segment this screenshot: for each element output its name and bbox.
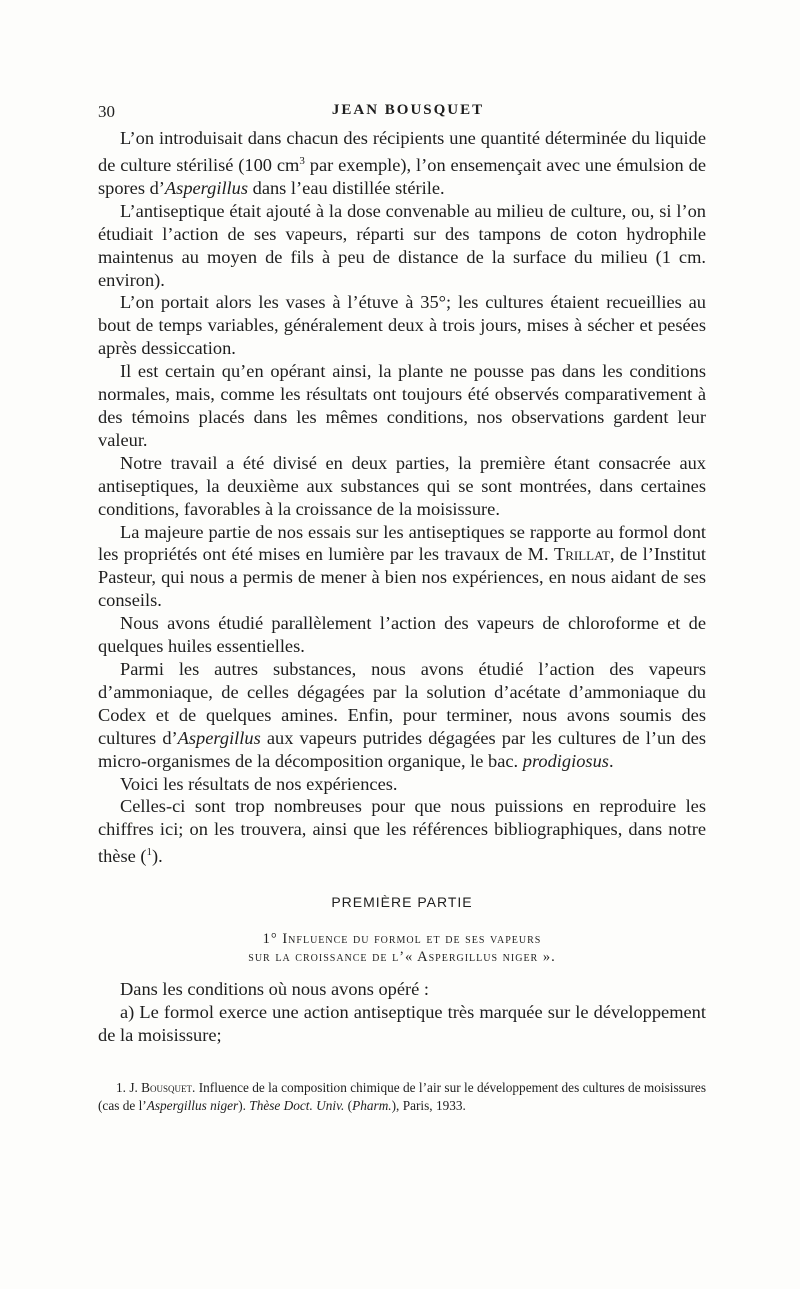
list-item-text: Le formol exerce une action antiseptique très marquée sur le développement de la moisissure;	[98, 1002, 706, 1046]
text: Parmi les autres substances, nous avons étudié l’action des vapeurs d’ammoniaque, de celles dégagées par la solution d’acétate d’ammoniaque du Codex et de quelques amines. Enfin, pour terminer, nous avons soumis des cultures d’	[98, 658, 706, 748]
italic-term: Aspergillus	[177, 727, 261, 748]
italic-term: Aspergillus niger	[146, 1098, 239, 1113]
text: ), Paris, 1933.	[391, 1098, 466, 1113]
text: L’on introduisait dans chacun des récipients une quantité déterminée du liquide de culture stérilisé (100 cm	[98, 128, 706, 176]
person-name: Trillat	[553, 544, 610, 565]
list-item	[98, 1001, 706, 1047]
paragraph: L’antiseptique était ajouté à la dose convenable au milieu de culture, ou, si l’on étudiait l’action de ses vapeurs, réparti sur des tampons de coton hydrophile maintenus au moyen de fils à peu de distance de la surface du milieu (1 cm. environ).	[98, 200, 706, 290]
superscript: 3	[299, 154, 305, 167]
text: (	[344, 1098, 353, 1113]
text: par exemple), l’on ensemençait avec une émulsion de spores d’	[98, 155, 707, 198]
footnote-marker: 1. J.	[116, 1080, 142, 1095]
italic-term: Thèse Doct. Univ.	[249, 1098, 345, 1113]
subheading-line: sur la croissance de l’« Aspergillus niger ».	[248, 949, 556, 966]
body-text	[98, 127, 706, 1047]
italic-term: Pharm.	[352, 1098, 392, 1113]
subheading-line: 1° Influence du formol et de ses vapeurs	[262, 931, 542, 948]
paragraph	[98, 127, 706, 200]
paragraph: Dans les conditions où nous avons opéré :	[120, 979, 430, 1000]
list-marker: a)	[120, 1002, 135, 1023]
text: ).	[152, 846, 163, 867]
text: . Influence de la composition chimique de l’air sur le développement des cultures de moisissures (cas de l’	[98, 1080, 706, 1113]
paragraph	[98, 658, 706, 773]
paragraph: Voici les résultats de nos expériences.	[120, 773, 398, 794]
text: dans l’eau distillée stérile.	[248, 177, 445, 198]
italic-term: Aspergillus	[164, 177, 249, 198]
footnote-author: Bousquet	[141, 1080, 193, 1095]
text: Celles-ci sont trop nombreuses pour que nous puissions en reproduire les chiffres ici; on les trouvera, ainsi que les références bibliographiques, dans notre thèse (	[98, 796, 706, 867]
paragraph	[98, 521, 706, 613]
text: ).	[238, 1098, 250, 1113]
section-heading: PREMIÈRE PARTIE	[331, 894, 473, 911]
text: aux vapeurs putrides dégagées par les cultures de l’un des micro-organismes de la décomposition organique, le bac.	[98, 727, 706, 771]
paragraph: L’on portait alors les vases à l’étuve à 35°; les cultures étaient recueillies au bout de temps variables, généralement deux à trois jours, mises à sécher et pesées après dessiccation.	[98, 292, 706, 359]
paragraph: Notre travail a été divisé en deux parties, la première étant consacrée aux antiseptiques, la deuxième aux substances qui se sont montrées, dans certaines conditions, favorables à la croissance de la moisissure.	[98, 452, 706, 519]
paragraph: Il est certain qu’en opérant ainsi, la plante ne pousse pas dans les conditions normales, mais, comme les résultats ont toujours été observés comparativement à des témoins placés dans les mêmes conditions, nos observations gardent leur valeur.	[98, 361, 706, 450]
running-title: JEAN BOUSQUET	[331, 102, 485, 118]
footnote	[98, 1079, 706, 1115]
text: .	[608, 750, 614, 771]
paragraph	[98, 795, 706, 868]
text: , de l’Institut Pasteur, qui nous a permis de mener à bien nos expériences, en nous aidant de ses conseils.	[98, 544, 706, 611]
running-head	[98, 102, 718, 126]
footnote-reference: 1	[146, 846, 153, 859]
text: La majeure partie de nos essais sur les antiseptiques se rapporte au formol dont les propriétés ont été mises en lumière par les travaux de M.	[98, 521, 706, 565]
page-number: 30	[98, 102, 115, 121]
section-subheading	[98, 930, 706, 966]
italic-term: prodigiosus	[522, 750, 609, 771]
paragraph: Nous avons étudié parallèlement l’action des vapeurs de chloroforme et de quelques huiles essentielles.	[98, 613, 706, 657]
